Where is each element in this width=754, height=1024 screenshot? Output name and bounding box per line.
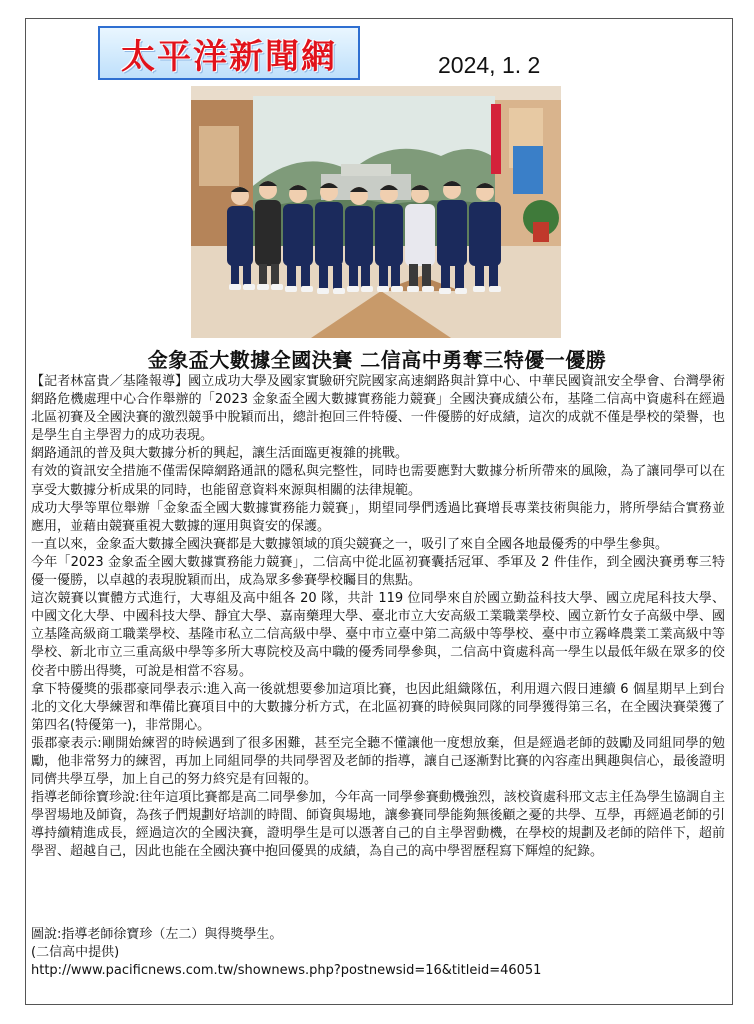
article-headline: 金象盃大數據全國決賽 二信高中勇奪三特優一優勝 (147, 348, 607, 372)
article-paragraph: 指導老師徐寶珍說:往年這項比賽都是高二同學參加，今年高一同學參賽動機強烈，該校資處科邢文志主任為學生協調自主學習場地及師資，為孩子們規劃好培訓的時間、師資與場地，讓參賽同學能夠無後顧之憂的共學、互學，再經過老師的引導持續精進成長，經過這次的全國決賽，證明學生是可以憑著自己的自主學習動機，在學校的規劃及老師的陪伴下，超前學習、超越自己，因此也能在全國決賽中抱回優異的成績，為自己的高中學習歷程寫下輝煌的紀錄。 (31, 790, 725, 860)
article-paragraph: 拿下特優獎的張郡豪同學表示:進入高一後就想要參加這項比賽，也因此組織隊伍，利用週六假日連續 6 個星期早上到台北的文化大學練習和準備比賽項目中的大數據分析方式，在北區初賽的時候與同隊的同學獲得第三名，在全國決賽榮獲了第四名(特優第一)，非常開心。 (31, 681, 725, 733)
article-body (31, 373, 725, 862)
source-url: http://www.pacificnews.com.tw/shownews.php?postnewsid=16&titleid=46051 (31, 963, 542, 978)
article-paragraph: 張郡豪表示:剛開始練習的時候遇到了很多困難，甚至完全聽不懂讓他一度想放棄，但是經過老師的鼓勵及同組同學的勉勵，他非常努力的練習，再加上同組同學的共同學習及老師的指導，讓自己逐漸對比賽的內容產出興趣與信心，最後證明同儕共學互學，加上自己的努力終究是有回報的。 (31, 735, 725, 788)
masthead-logo (98, 26, 360, 80)
article-paragraph: 【記者林富貴／基隆報導】國立成功大學及國家實驗研究院國家高速網路與計算中心、中華民國資訊安全學會、台灣學術網路危機處理中心合作舉辦的「2023 金象盃全國大數據實務能力競賽」全國決賽成績公布，基隆二信高中資處科在經過北區初賽及全國決賽的激烈競爭中脫穎而出，總計抱回三件特優、一件優勝的好成績，這次的成就不僅是學校的榮譽，也是學生自主學習力的成功表現。 (31, 374, 725, 444)
publish-date: 2024, 1. 2 (438, 52, 541, 78)
article-paragraph: 網路通訊的普及與大數據分析的興起，讓生活面臨更複雜的挑戰。 (31, 446, 409, 462)
article-paragraph: 今年「2023 金象盃全國大數據實務能力競賽」，二信高中從北區初賽囊括冠軍、季軍及 2 件佳作，到全國決賽勇奪三特優一優勝，以卓越的表現脫穎而出，成為眾多參賽學校矚目的焦點。 (31, 554, 725, 589)
photo-credit: (二信高中提供) (31, 945, 120, 960)
article-paragraph: 這次競賽以實體方式進行，大專組及高中組各 20 隊，共計 119 位同學來自於國立勤益科技大學、國立虎尾科技大學、中國文化大學、中國科技大學、靜宜大學、嘉南藥理大學、臺北市立大安高級工業職業學校、國立新竹女子高級中學、國立基隆高級商工職業學校、基隆市私立二信高級中學、臺中市立臺中第二高級中等學校、臺中市立霧峰農業工業高級中等學校、新北市立三重高級中學等多所大專院校及高中職的優秀同學參與，二信高中資處科高一學生以最低年級在眾多的佼佼者中勝出得獎，可說是相當不容易。 (31, 591, 725, 679)
logo-text: 太平洋新聞網 (121, 36, 337, 77)
article-paragraph: 成功大學等單位舉辦「金象盃全國大數據實務能力競賽」，期望同學們透過比賽增長專業技術與能力，將所學結合實務並應用，並藉由競賽重視大數據的運用與資安的保護。 (31, 500, 725, 534)
photo-caption: 圖說:指導老師徐寶珍（左二）與得獎學生。 (31, 927, 283, 942)
article-paragraph: 一直以來，金象盃大數據全國決賽都是大數據領域的頂尖競賽之一，吸引了來自全國各地最優秀的中學生參與。 (31, 536, 669, 552)
photo-caption-block (31, 926, 725, 980)
article-paragraph: 有效的資訊安全措施不僅需保障網路通訊的隱私與完整性，同時也需要應對大數據分析所帶來的風險，為了讓同學可以在享受大數據分析成果的同時，也能留意資料來源與相關的法律規範。 (31, 464, 725, 498)
news-photo (191, 86, 561, 338)
